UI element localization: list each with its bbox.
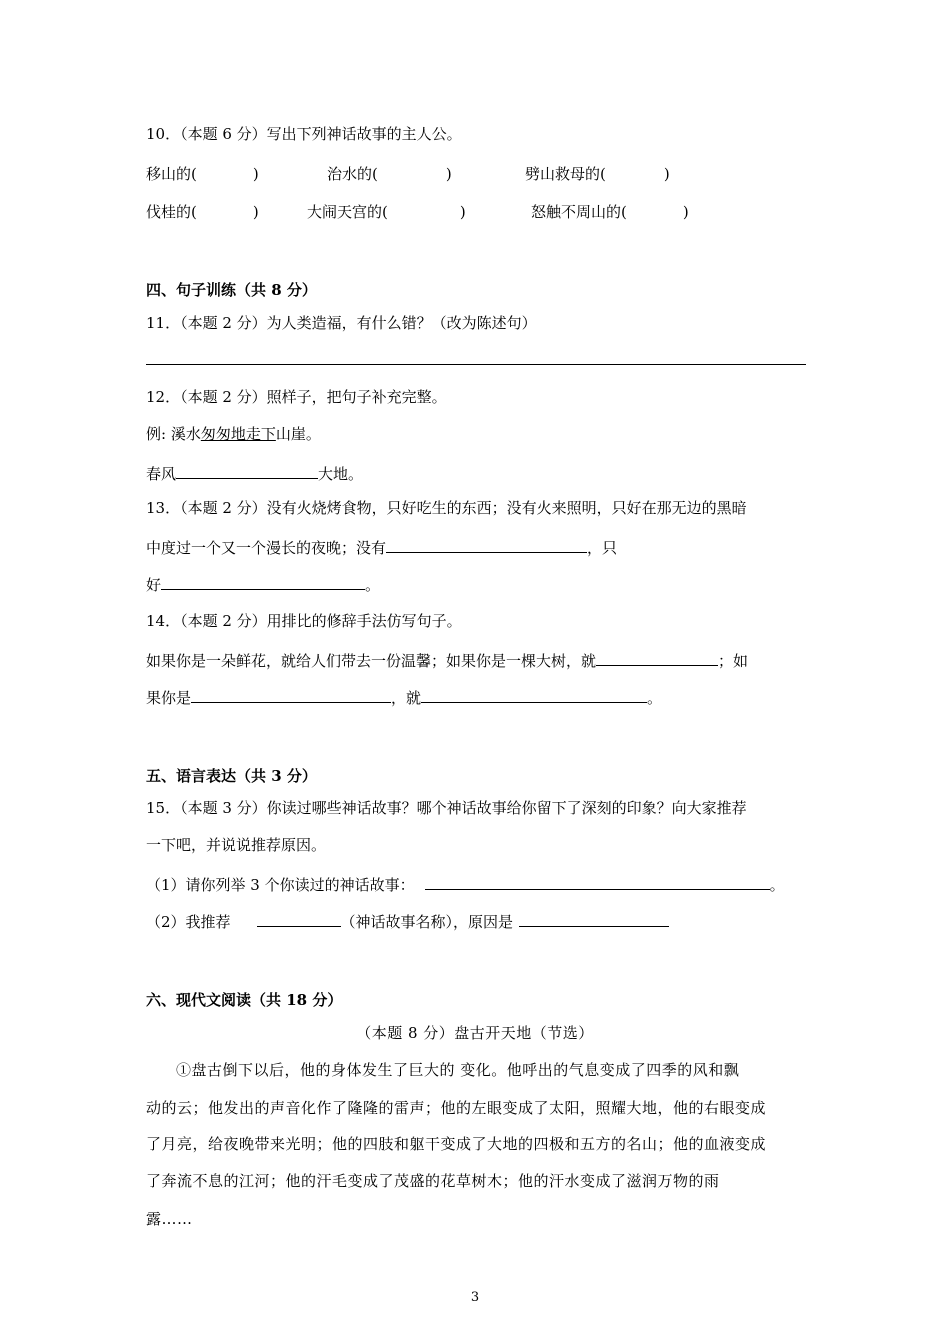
- q14-line-2: 果你是 ，就 。: [146, 686, 662, 708]
- q12-title: 12．（本题 2 分）照样子，把句子补充完整。: [146, 388, 447, 406]
- q14-title: 14．（本题 2 分）用排比的修辞手法仿写句子。: [146, 612, 462, 630]
- q11-text: 11．（本题 2 分）为人类造福，有什么错？（改为陈述句）: [146, 314, 537, 332]
- q14-answer-blank-2[interactable]: [191, 686, 391, 703]
- q14-answer-blank-1[interactable]: [596, 649, 718, 666]
- q15-sub-1: （1）请你列举 3 个你读过的神话故事： 。: [146, 873, 785, 895]
- q12-answer-blank[interactable]: [176, 462, 318, 479]
- q15-answer-blank-3[interactable]: [519, 910, 669, 927]
- section6-heading: 六、现代文阅读（共 18 分）: [146, 991, 343, 1009]
- q10-item-1: 移山的( ): [146, 165, 259, 183]
- q13-line-1: 13．（本题 2 分）没有火烧烤食物，只好吃生的东西；没有火来照明，只好在那无边的黑暗: [146, 499, 747, 517]
- q13-line-2: 中度过一个又一个漫长的夜晚；没有 ，只: [146, 536, 617, 558]
- passage-line-2: 动的云；他发出的声音化作了隆隆的雷声；他的左眼变成了太阳，照耀大地，他的右眼变成: [146, 1099, 767, 1117]
- q15-answer-blank-2[interactable]: [257, 910, 341, 927]
- q11-answer-line[interactable]: [146, 364, 806, 365]
- q15-line-1: 15．（本题 3 分）你读过哪些神话故事？哪个神话故事给你留下了深刻的印象？向大家推荐: [146, 799, 747, 817]
- passage-line-4: 了奔流不息的江河；他的汗毛变成了茂盛的花草树木；他的汗水变成了滋润万物的雨: [146, 1172, 720, 1190]
- passage-line-1: ①盘古倒下以后，他的身体发生了巨大的 变化。他呼出的气息变成了四季的风和飘: [176, 1061, 740, 1079]
- q14-line-1: 如果你是一朵鲜花，就给人们带去一份温馨；如果你是一棵大树，就 ；如: [146, 649, 748, 671]
- q15-sub-2: （2）我推荐 （神话故事名称），原因是: [146, 910, 669, 932]
- q12-example: 例: 溪水匆匆地走下山崖。: [146, 425, 321, 443]
- q10-item-3: 劈山救母的( ): [525, 165, 670, 183]
- q12-fill: 春风 大地。: [146, 462, 363, 484]
- section5-heading: 五、语言表达（共 3 分）: [146, 767, 317, 785]
- q14-answer-blank-3[interactable]: [421, 686, 647, 703]
- q10-item-6: 怒触不周山的( ): [531, 203, 689, 221]
- q15-answer-blank-1[interactable]: [425, 873, 770, 890]
- q10-item-5: 大闹天宫的( ): [307, 203, 466, 221]
- q10-title: 10．（本题 6 分）写出下列神话故事的主人公。: [146, 125, 462, 143]
- q15-line-2: 一下吧，并说说推荐原因。: [146, 836, 327, 854]
- passage-title: （本题 8 分）盘古开天地（节选）: [356, 1024, 594, 1042]
- passage-line-5: 露……: [146, 1210, 193, 1228]
- example-underlined: 匆匆地走下: [200, 425, 276, 443]
- q13-answer-blank-2[interactable]: [161, 573, 365, 590]
- q13-line-3: 好 。: [146, 573, 380, 595]
- q10-item-4: 伐桂的( ): [146, 203, 259, 221]
- passage-line-3: 了月亮，给夜晚带来光明；他的四肢和躯干变成了大地的四极和五方的名山；他的血液变成: [146, 1135, 767, 1153]
- section4-heading: 四、句子训练（共 8 分）: [146, 281, 317, 299]
- q10-item-2: 治水的( ): [327, 165, 452, 183]
- q13-answer-blank-1[interactable]: [386, 536, 587, 553]
- page-number: 3: [470, 1290, 480, 1305]
